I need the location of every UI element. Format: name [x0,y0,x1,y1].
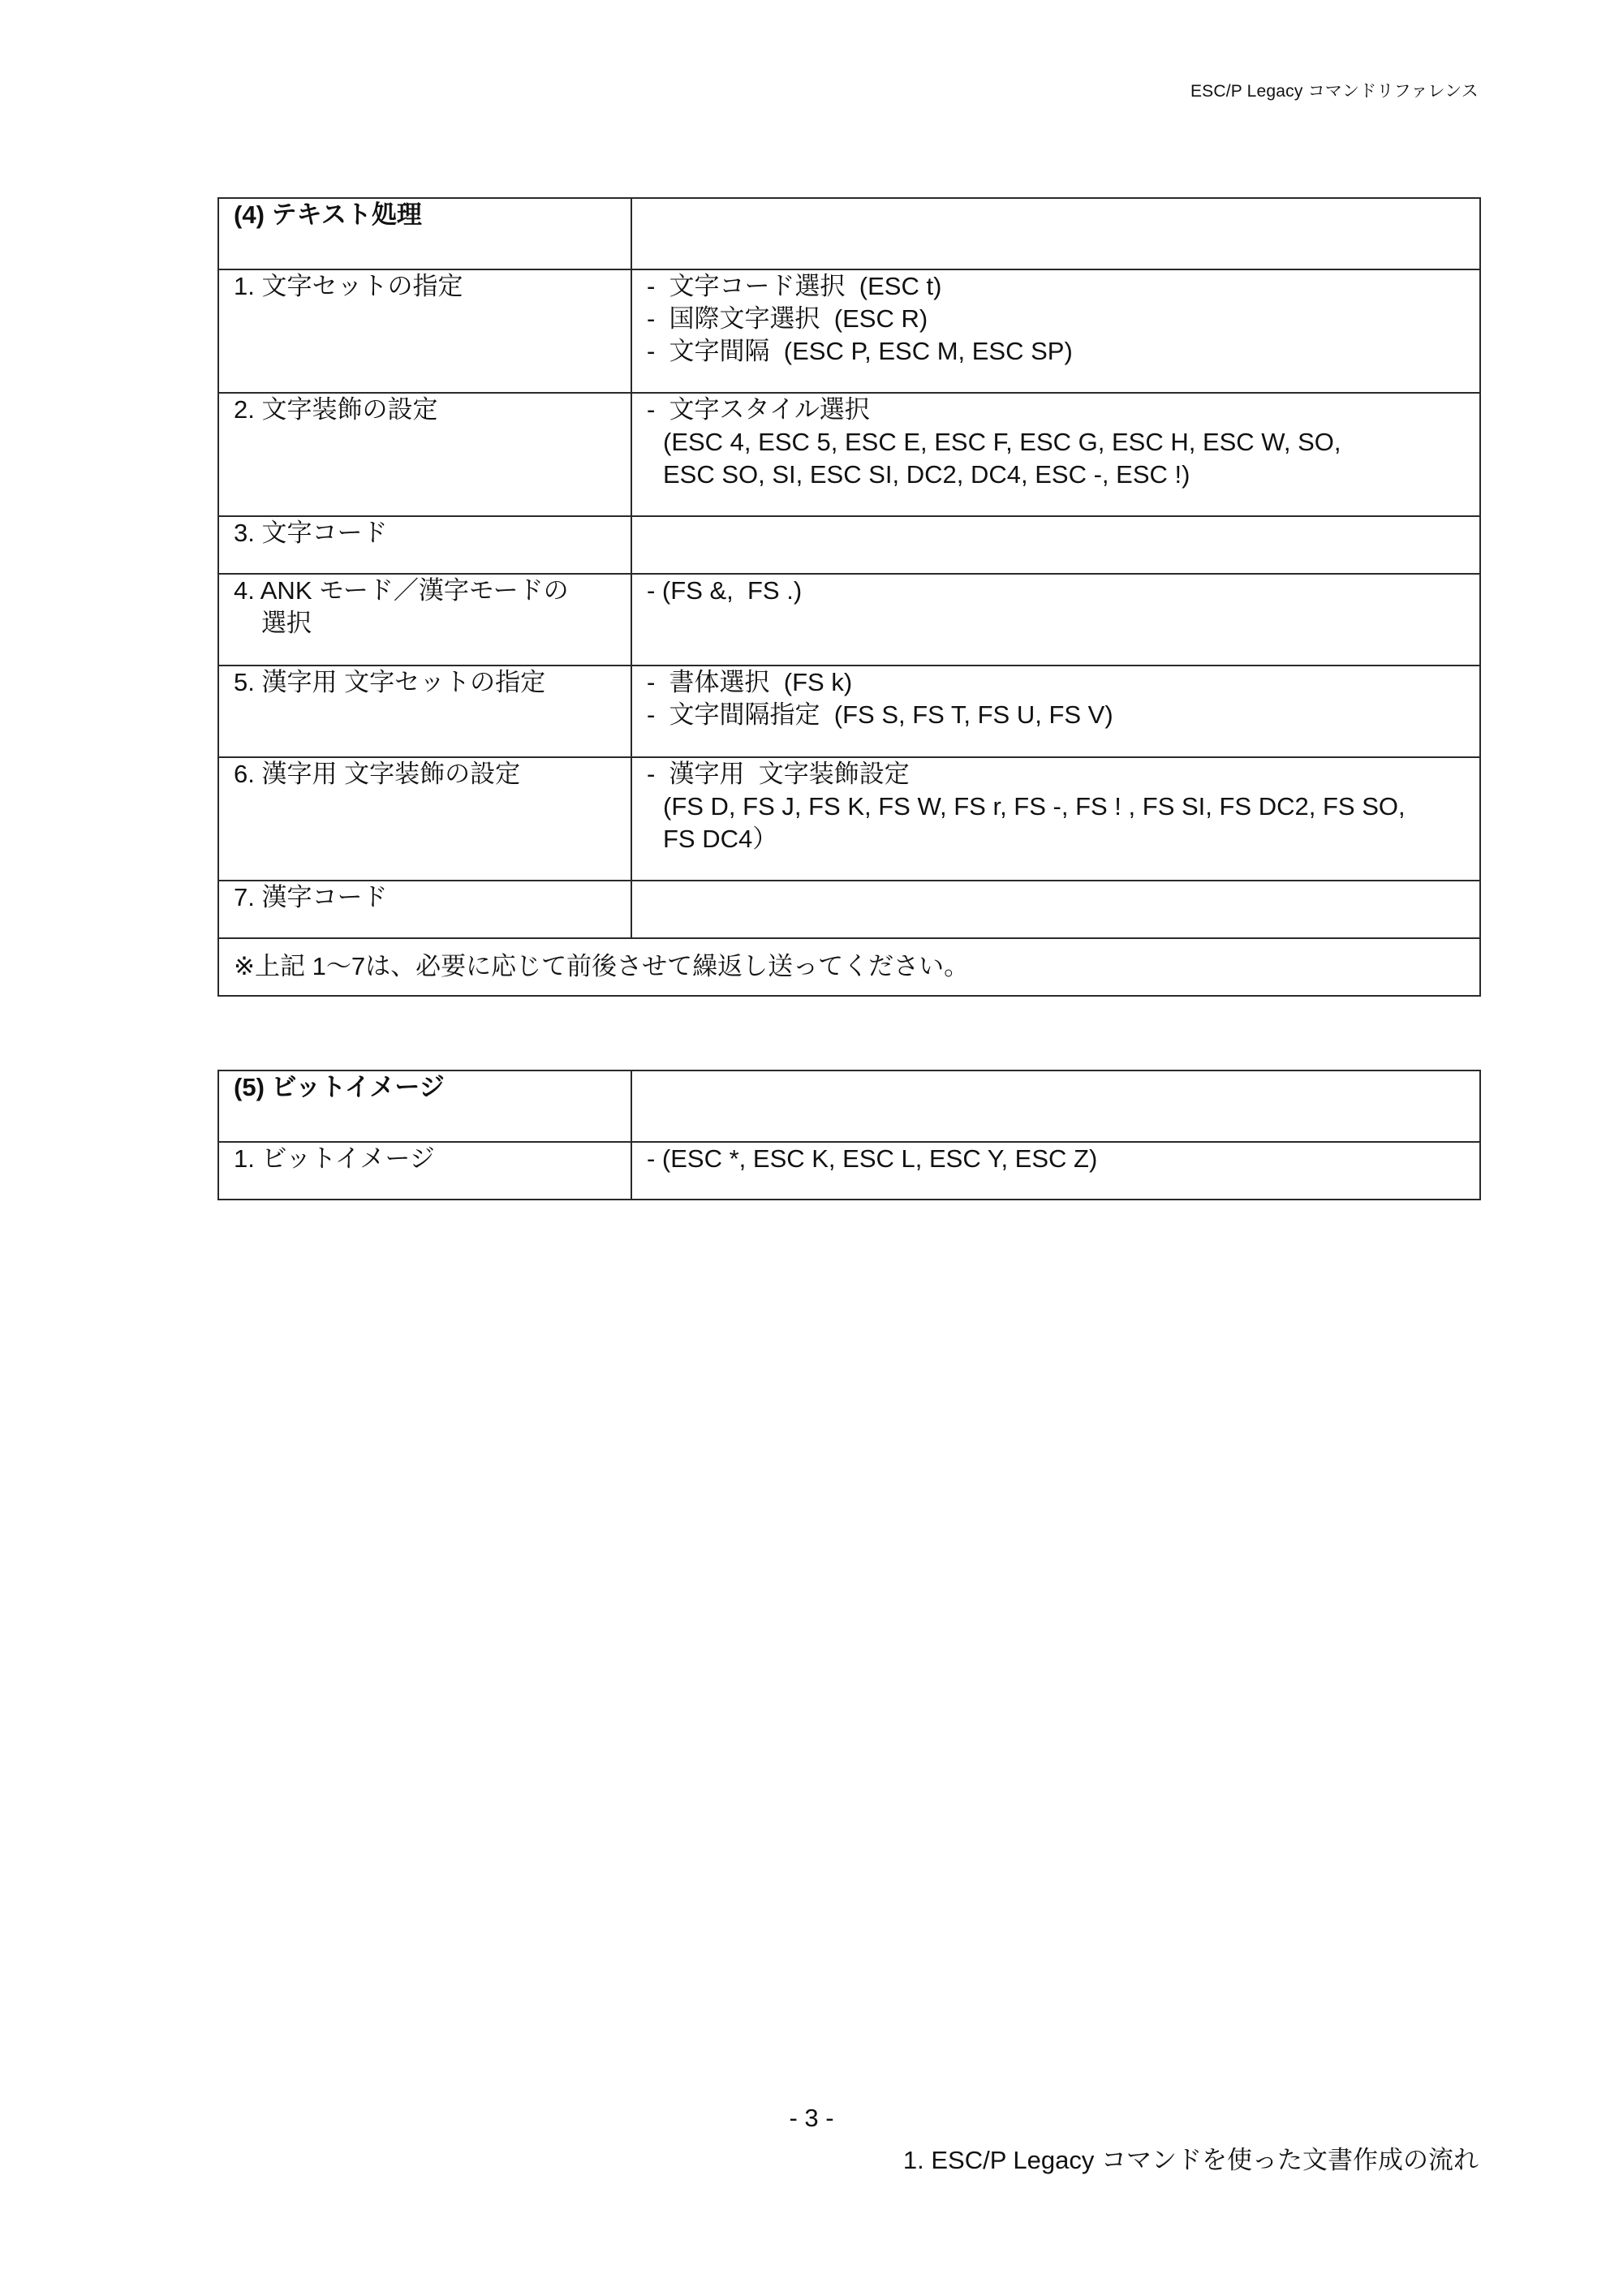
row-2-item: 2. 文字装飾の設定 [218,393,631,516]
row-3-empty-cell [631,516,1480,574]
table-row [218,881,1480,938]
section-4-header-row [218,198,1480,269]
row-2-commands [631,393,1480,516]
row-5-line-2: - 文字間隔指定 (FS S, FS T, FS U, FS V) [647,700,1113,729]
row-6-line-3: FS DC4） [663,825,778,853]
row-1-line-1: - 文字コード選択 (ESC t) [647,272,942,300]
note-row [218,938,1480,996]
table-row [218,269,1480,393]
section-4-table [217,197,1481,997]
row-5-line-1: - 書体選択 (FS k) [647,668,853,696]
table-row [218,574,1480,666]
row-6-line-2: (FS D, FS J, FS K, FS W, FS r, FS -, FS ! , FS SI, FS DC2, FS SO, [663,792,1406,821]
section-5-header-row [218,1070,1480,1142]
table-row [218,1142,1480,1200]
running-header: ESC/P Legacy コマンドリファレンス [1190,82,1479,101]
row-4-item-line-2: 選択 [261,609,312,637]
section-5-row-1-commands: - (ESC *, ESC K, ESC L, ESC Y, ESC Z) [631,1142,1480,1200]
page-number: - 3 - [789,2104,834,2132]
section-5-title: (5) ビットイメージ [218,1070,631,1142]
row-6-commands [631,757,1480,881]
row-4-line-1: - (FS &, FS .) [647,576,803,605]
section-5-header-empty-cell [631,1070,1480,1142]
row-5-item: 5. 漢字用 文字セットの指定 [218,666,631,757]
row-6-line-1: - 漢字用 文字装飾設定 [647,760,910,788]
section-4-title: (4) テキスト処理 [218,198,631,269]
section-4-note: ※上記 1〜7は、必要に応じて前後させて繰返し送ってください。 [218,938,1480,996]
row-7-empty-cell [631,881,1480,938]
row-2-line-3: ESC SO, SI, ESC SI, DC2, DC4, ESC -, ESC !) [663,460,1190,489]
chapter-footer: 1. ESC/P Legacy コマンドを使った文書作成の流れ [902,2146,1479,2174]
table-row [218,393,1480,516]
row-2-line-1: - 文字スタイル選択 [647,395,870,424]
section-5-table [217,1070,1481,1200]
table-row [218,757,1480,881]
section-5-row-1-item: 1. ビットイメージ [218,1142,631,1200]
row-2-line-2: (ESC 4, ESC 5, ESC E, ESC F, ESC G, ESC H, ESC W, SO, [663,428,1341,456]
row-4-commands [631,574,1480,666]
row-1-line-2: - 国際文字選択 (ESC R) [647,304,928,333]
table-row [218,666,1480,757]
row-4-item-line-1: 4. ANK モード／漢字モードの [234,576,569,605]
row-1-item: 1. 文字セットの指定 [218,269,631,393]
row-6-item: 6. 漢字用 文字装飾の設定 [218,757,631,881]
row-4-item [218,574,631,666]
row-7-item: 7. 漢字コード [218,881,631,938]
row-1-commands [631,269,1480,393]
row-1-line-3: - 文字間隔 (ESC P, ESC M, ESC SP) [647,337,1073,365]
row-3-item: 3. 文字コード [218,516,631,574]
table-row [218,516,1480,574]
section-4-header-empty-cell [631,198,1480,269]
row-5-commands [631,666,1480,757]
